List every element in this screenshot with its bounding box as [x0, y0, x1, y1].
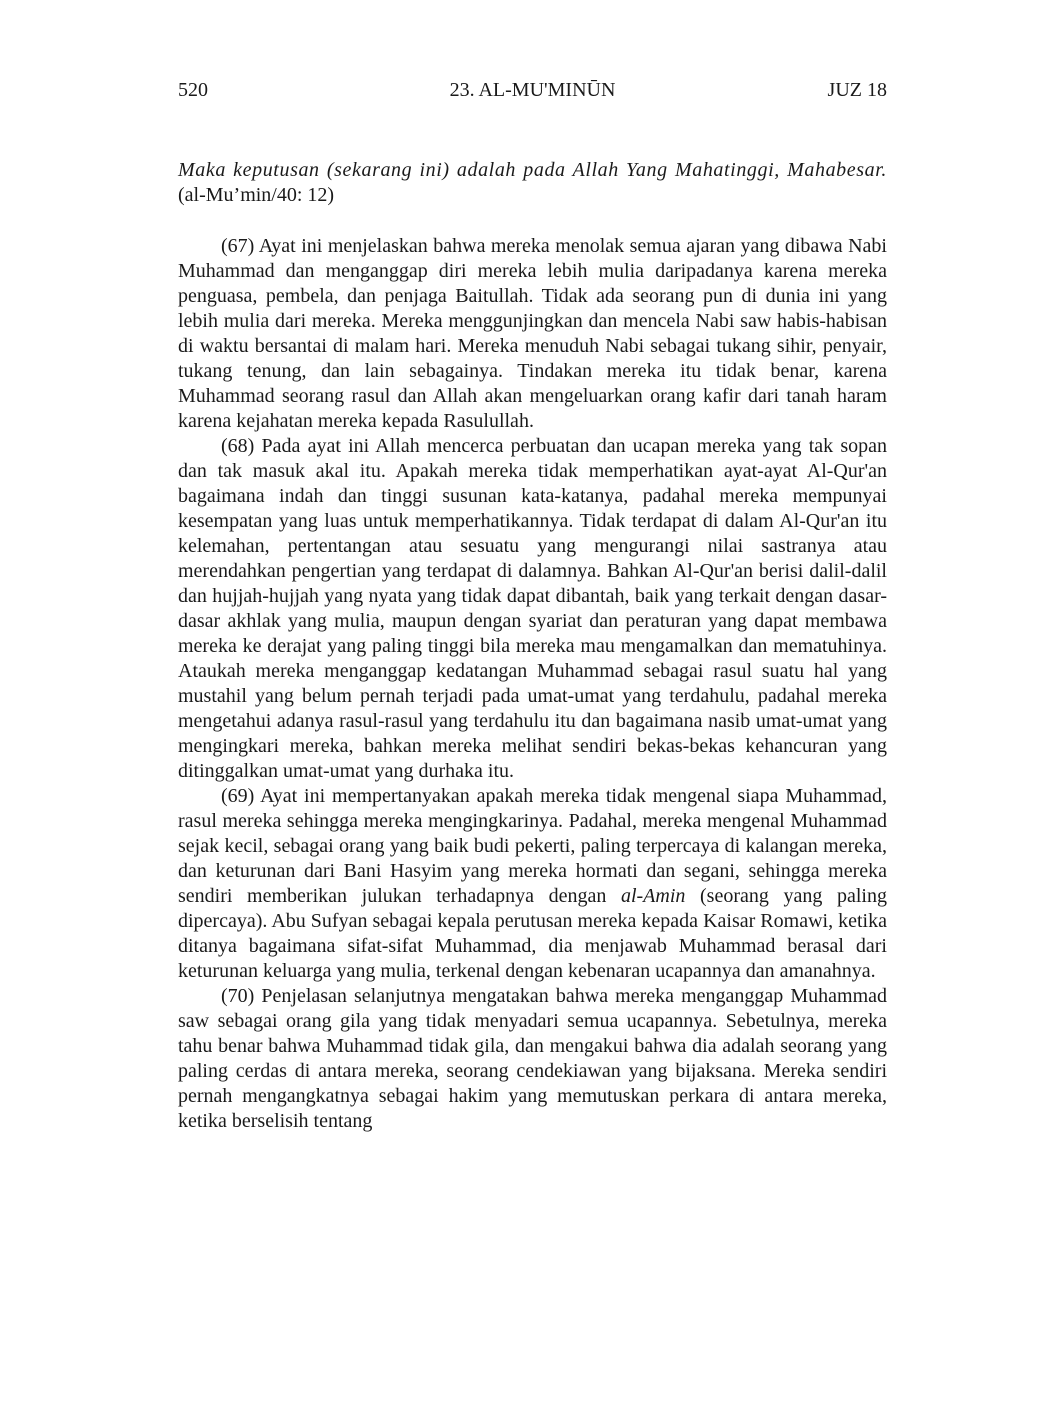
paragraph-67: (67) Ayat ini menjelaskan bahwa mereka menolak semua ajaran yang dibawa Nabi Muhammad dan menganggap diri mereka lebih mulia daripadanya karena mereka penguasa, pembela, dan penjaga Baitullah. Tidak ada seorang pun di dunia ini yang lebih mulia dari mereka. Mereka menggunjingkan dan mencela Nabi saw habis-habisan di waktu bersantai di malam hari. Mereka menuduh Nabi sebagai tukang sihir, penyair, tukang tenung, dan lain sebagainya. Tindakan mereka itu tidak benar, karena Muhammad seorang rasul dan Allah akan mengeluarkan orang kafir dari tanah haram karena kejahatan mereka kepada Rasulullah.	[178, 235, 887, 432]
paragraph-69	[178, 784, 887, 984]
page-number: 520	[178, 79, 208, 101]
quran-quote	[178, 158, 887, 208]
quote-reference: (al-Mu’min/40: 12)	[178, 184, 335, 206]
paragraph-70: (70) Penjelasan selanjutnya mengatakan bahwa mereka menganggap Muhammad saw sebagai orang gila yang tidak menyadari semua ucapannya. Sebetulnya, mereka tahu benar bahwa Muhammad tidak gila, dan mengakui bahwa dia adalah seorang yang paling cerdas di antara mereka, seorang cendekiawan yang bijaksana. Mereka sendiri pernah mengangkatnya sebagai hakim yang memutuskan perkara di antara mereka, ketika berselisih tentang	[178, 985, 887, 1132]
chapter-title: 23. AL-MU'MINŪN	[449, 79, 616, 101]
paragraph-68: (68) Pada ayat ini Allah mencerca perbuatan dan ucapan mereka yang tak sopan dan tak masuk akal itu. Apakah mereka tidak memperhatikan ayat-ayat Al-Qur'an bagaimana indah dan tinggi susunan kata-katanya, padahal mereka mempunyai kesempatan yang luas untuk memperhatikannya. Tidak terdapat di dalam Al-Qur'an itu kelemahan, pertentangan atau sesuatu yang mengurangi nilai sastranya atau merendahkan pengertian yang terdapat di dalamnya. Bahkan Al-Qur'an berisi dalil-dalil dan hujjah-hujjah yang nyata yang tidak dapat dibantah, baik yang terkait dengan dasar-dasar akhlak yang mulia, maupun dengan syariat dan peraturan yang dapat membawa mereka ke derajat yang paling tinggi bila mereka mau mengamalkan dan mematuhinya. Ataukah mereka menganggap kedatangan Muhammad sebagai rasul suatu hal yang mustahil yang belum pernah terjadi pada umat-umat yang terdahulu, padahal mereka mengetahui adanya rasul-rasul yang terdahulu itu dan bagaimana nasib umat-umat yang mengingkari mereka, bahkan mereka melihat sendiri bekas-bekas kehancuran yang ditinggalkan umat-umat yang durhaka itu.	[178, 435, 887, 782]
paragraph-69-part-2: (seorang yang paling dipercaya). Abu Sufyan sebagai kepala perutusan mereka kepada Kaisar Romawi, ketika ditanya bagaimana sifat-sifat Muhammad, dia menjawab Muhammad berasal dari keturunan keluarga yang mulia, terkenal dengan kebenaran ucapannya dan amanahnya.	[178, 885, 887, 982]
paragraph-69-part-1: (69) Ayat ini mempertanyakan apakah mereka tidak mengenal siapa Muhammad, rasul mereka sehingga mereka mengingkarinya. Padahal, mereka mengenal Muhammad sejak kecil, sebagai orang yang baik budi pekerti, paling terpercaya di kalangan mereka, dan keturunan dari Bani Hasyim yang mereka hormati dan segani, sehingga mereka sendiri memberikan julukan terhadapnya dengan	[178, 785, 887, 907]
al-amin-term: al-Amin	[620, 885, 686, 907]
page-header	[178, 76, 887, 104]
juz-label: JUZ 18	[827, 79, 887, 101]
quote-text: Maka keputusan (sekarang ini) adalah pada Allah Yang Mahatinggi, Mahabesar.	[178, 159, 887, 181]
page-body	[178, 158, 887, 1134]
